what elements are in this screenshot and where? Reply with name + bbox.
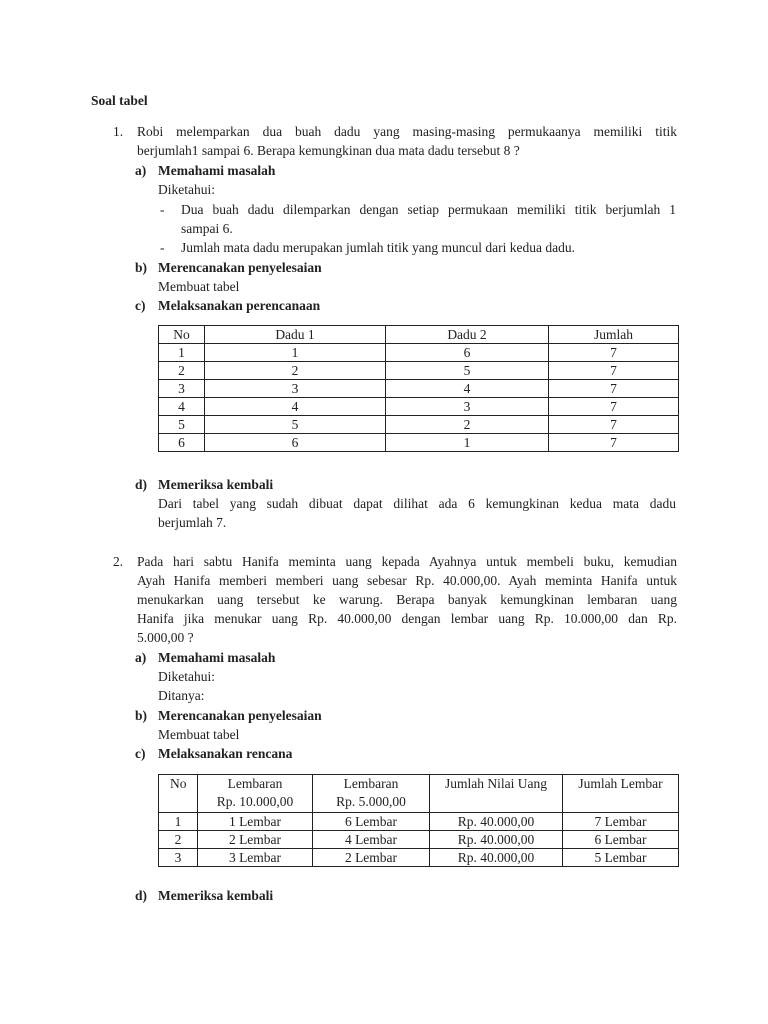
table-cell: 7 [549,344,679,362]
dice-table [158,325,679,452]
q1-d-text-line1: Dari tabel yang sudah dibuat dapat dilihat ada 6 kemungkinan kedua mata dadu [158,496,676,511]
table-cell: 6 Lembar [563,831,679,849]
q1-text-line2: berjumlah1 sampai 6. Berapa kemungkinan dua mata dadu tersebut 8 ? [137,143,520,158]
header-line: Lembaran [227,776,283,791]
table-cell: 7 Lembar [563,813,679,831]
q2-d-heading: Memeriksa kembali [158,888,274,903]
q2-text-line: Ayah Hanifa memberi memberi uang sebesar Rp. 40.000,00. Ayah meminta Hanifa untuk [137,573,677,588]
table-cell: 6 [386,344,549,362]
q1-bullet1-line2: sampai 6. [181,221,233,236]
table-cell: 5 [159,416,205,434]
q2-b-marker: b) [135,708,148,723]
table-cell: 5 [205,416,386,434]
table-cell: 1 [386,434,549,452]
header-line: Lembaran [343,776,399,791]
table-cell: Rp. 40.000,00 [430,831,563,849]
money-table-row [159,849,679,867]
table-cell: 6 Lembar [313,813,430,831]
q2-a-asked: Ditanya: [158,688,205,703]
table-cell: Rp. 40.000,00 [430,849,563,867]
table-cell: 2 Lembar [198,831,313,849]
q1-a-heading: Memahami masalah [158,163,276,178]
table-cell: 3 [159,849,198,867]
q1-a-known: Diketahui: [158,182,215,197]
table-cell: Rp. 40.000,00 [430,813,563,831]
q2-text-line: menukarkan uang tersebut ke warung. Berapa banyak kemungkinan lembaran uang [137,592,677,607]
header-line: No [170,776,187,791]
table-cell: 4 Lembar [313,831,430,849]
money-table-header-10000 [198,775,313,813]
table-cell: 5 Lembar [563,849,679,867]
table-cell: 2 Lembar [313,849,430,867]
page-title: Soal tabel [91,93,148,108]
q1-b-marker: b) [135,260,148,275]
table-cell: 7 [549,434,679,452]
table-cell: 7 [549,416,679,434]
money-table [158,774,679,867]
header-line: Rp. 10.000,00 [216,794,294,809]
q2-d-marker: d) [135,888,148,903]
table-cell: 4 [159,398,205,416]
header-line: Rp. 5.000,00 [336,794,406,809]
dice-table-header-dadu2: Dadu 2 [386,326,549,344]
money-table-header-5000 [313,775,430,813]
table-cell: 3 Lembar [198,849,313,867]
q1-d-marker: d) [135,477,148,492]
table-cell: 7 [549,362,679,380]
q2-c-marker: c) [135,746,146,761]
q1-c-marker: c) [135,298,146,313]
dice-table-row [159,380,679,398]
table-cell: 1 [205,344,386,362]
q2-b-heading: Merencanakan penyelesaian [158,708,322,723]
q1-bullet1-line1: Dua buah dadu dilemparkan dengan setiap permukaan memiliki titik berjumlah 1 [181,202,676,217]
dice-table-header-dadu1: Dadu 1 [205,326,386,344]
table-cell: 3 [205,380,386,398]
table-cell: 7 [549,398,679,416]
table-cell: 1 [159,813,198,831]
q1-d-text-line2: berjumlah 7. [158,515,227,530]
q1-text-line1: Robi melemparkan dua buah dadu yang masing-masing permukaanya memiliki titik [137,124,677,139]
dice-table-row [159,398,679,416]
table-cell: 4 [205,398,386,416]
table-cell: 1 Lembar [198,813,313,831]
table-cell: 4 [386,380,549,398]
q2-text-line: Pada hari sabtu Hanifa meminta uang kepada Ayahnya untuk membeli buku, kemudian [137,554,677,569]
table-cell: 5 [386,362,549,380]
dice-table-row [159,362,679,380]
dice-table-header-jumlah: Jumlah [549,326,679,344]
q1-bullet2-dash: - [160,240,165,255]
q2-a-heading: Memahami masalah [158,650,276,665]
q2-a-known: Diketahui: [158,669,215,684]
q1-a-marker: a) [135,163,147,178]
table-cell: 3 [159,380,205,398]
table-cell: 7 [549,380,679,398]
table-cell: 2 [386,416,549,434]
table-cell: 2 [159,831,198,849]
table-cell: 6 [205,434,386,452]
table-cell: 2 [205,362,386,380]
money-table-header-lembar [563,775,679,813]
q2-text-line: 5.000,00 ? [137,630,194,645]
q1-b-heading: Merencanakan penyelesaian [158,260,322,275]
table-cell: 1 [159,344,205,362]
q1-number: 1. [113,124,124,139]
q2-number: 2. [113,554,124,569]
q1-bullet1-dash: - [160,202,165,217]
header-line: Jumlah Lembar [578,776,663,791]
q2-b-text: Membuat tabel [158,727,240,742]
dice-table-header-no: No [159,326,205,344]
money-table-row [159,831,679,849]
q2-c-heading: Melaksanakan rencana [158,746,293,761]
table-cell: 2 [159,362,205,380]
money-table-row [159,813,679,831]
money-table-header-no [159,775,198,813]
q2-a-marker: a) [135,650,147,665]
q2-text-line: Hanifa jika menukar uang Rp. 40.000,00 dengan lembar uang Rp. 10.000,00 dan Rp. [137,611,677,626]
q1-d-heading: Memeriksa kembali [158,477,274,492]
money-table-header-nilai [430,775,563,813]
dice-table-row [159,416,679,434]
money-table-header-row [159,775,679,813]
table-cell: 6 [159,434,205,452]
dice-table-row [159,344,679,362]
dice-table-row [159,434,679,452]
dice-table-header-row [159,326,679,344]
q1-c-heading: Melaksanakan perencanaan [158,298,321,313]
table-cell: 3 [386,398,549,416]
q1-bullet2: Jumlah mata dadu merupakan jumlah titik yang muncul dari kedua dadu. [181,240,576,255]
q1-b-text: Membuat tabel [158,279,240,294]
header-line: Jumlah Nilai Uang [445,776,547,791]
